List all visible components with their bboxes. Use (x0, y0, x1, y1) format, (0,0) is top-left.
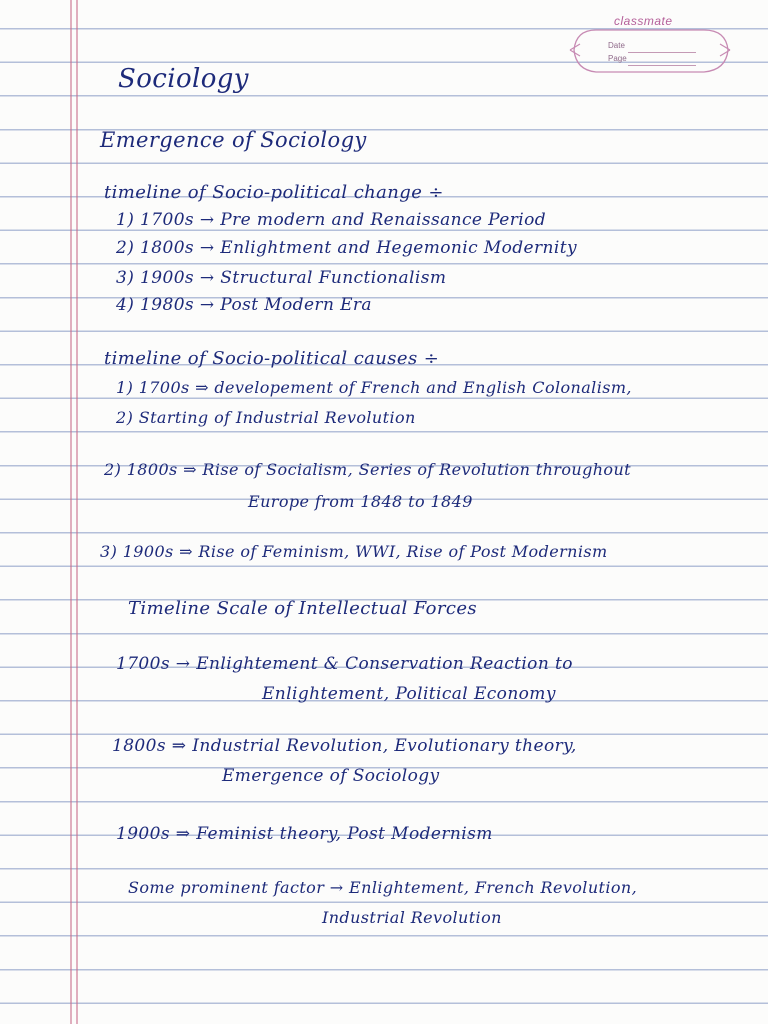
causes-line-3: 2) 1800s ⇒ Rise of Socialism, Series of Revolution throughout (104, 460, 632, 479)
forces-line-4: Emergence of Sociology (222, 766, 440, 786)
change-item-4: 4) 1980s → Post Modern Era (116, 295, 372, 315)
causes-line-4: Europe from 1848 to 1849 (248, 492, 473, 511)
causes-timeline-heading: timeline of Socio-political causes ÷ (104, 348, 440, 369)
brand-logo: classmate (614, 14, 673, 28)
margin-line (70, 0, 72, 1024)
page-line (628, 65, 696, 66)
forces-line-3: 1800s ⇒ Industrial Revolution, Evolutionary theory, (112, 736, 577, 756)
change-timeline-heading: timeline of Socio-political change ÷ (104, 182, 444, 203)
date-label: Date (608, 41, 625, 50)
margin-line-inner (76, 0, 78, 1024)
forces-line-2: Enlightement, Political Economy (262, 684, 556, 704)
change-item-2: 2) 1800s → Enlightment and Hegemonic Modernity (116, 238, 577, 258)
factors-line-2: Industrial Revolution (322, 908, 502, 927)
intellectual-forces-heading: Timeline Scale of Intellectual Forces (128, 598, 478, 619)
forces-line-1: 1700s → Enlightement & Conservation Reaction to (116, 654, 573, 674)
causes-line-1: 1) 1700s ⇒ developement of French and English Colonalism, (116, 378, 632, 397)
forces-line-5: 1900s ⇒ Feminist theory, Post Modernism (116, 824, 493, 844)
causes-line-5: 3) 1900s ⇒ Rise of Feminism, WWI, Rise of Post Modernism (100, 542, 608, 561)
page-title: Sociology (118, 64, 249, 94)
page-label: Page (608, 54, 627, 63)
factors-line-1: Some prominent factor → Enlightement, French Revolution, (128, 878, 638, 897)
section-title: Emergence of Sociology (100, 128, 367, 152)
change-item-3: 3) 1900s → Structural Functionalism (116, 268, 447, 288)
date-line (628, 52, 696, 53)
notebook-header (566, 14, 734, 78)
causes-line-2: 2) Starting of Industrial Revolution (116, 408, 416, 427)
change-item-1: 1) 1700s → Pre modern and Renaissance Period (116, 210, 546, 230)
